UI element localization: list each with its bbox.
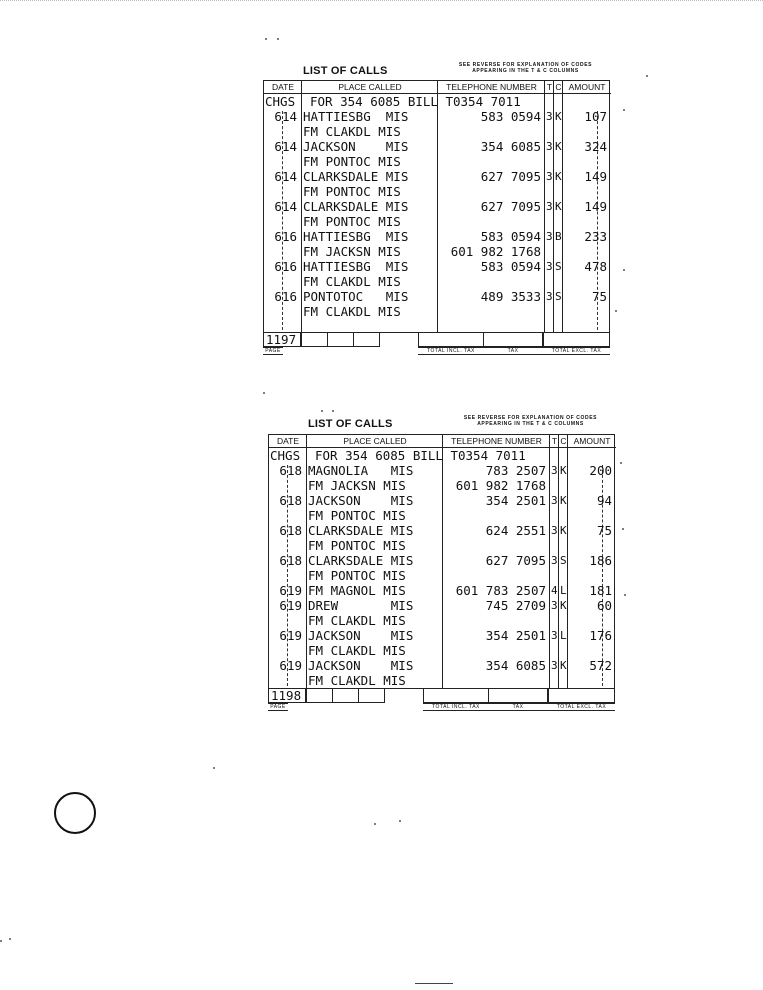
place-called: PONTOTOC MIS (303, 289, 409, 304)
total-excl-tax-label: TOTAL EXCL. TAX (548, 703, 615, 711)
call-row (269, 493, 614, 508)
scan-speck (277, 38, 279, 40)
call-date: 614 (274, 169, 297, 184)
scan-speck (624, 594, 626, 596)
header-c: C (555, 82, 562, 92)
hole-punch-circle (54, 792, 96, 834)
call-amount: 181 (589, 583, 612, 598)
place-called: FM CLAKDL MIS (308, 643, 406, 658)
place-called: FM PONTOC MIS (308, 538, 406, 553)
telephone-number: 489 3533 (480, 289, 541, 304)
scan-speck (332, 410, 334, 412)
call-amount: 233 (584, 229, 607, 244)
page-number-box: 1197 (263, 332, 301, 347)
scan-speck (399, 820, 401, 822)
call-amount: 186 (589, 553, 612, 568)
call-row (269, 568, 614, 583)
charges-line (264, 94, 609, 109)
call-row (269, 628, 614, 643)
code-c: L (560, 629, 567, 642)
header-telephone-number: TELEPHONE NUMBER (438, 81, 545, 94)
bottom-mark (415, 983, 453, 984)
header-t: T (551, 436, 558, 446)
header-amount: AMOUNT (563, 81, 611, 94)
header-place-called: PLACE CALLED (302, 81, 438, 94)
telephone-number: 583 0594 (480, 229, 541, 244)
place-called: FM CLAKDL MIS (303, 274, 401, 289)
header-c: C (560, 436, 567, 446)
place-called: FM CLAKDL MIS (308, 613, 406, 628)
scan-speck (321, 410, 323, 412)
call-amount: 60 (596, 598, 612, 613)
header-telephone-number: TELEPHONE NUMBER (443, 435, 550, 448)
call-date: 614 (274, 199, 297, 214)
call-date: 616 (274, 229, 297, 244)
page-label: PAGE (268, 703, 288, 711)
call-row (264, 244, 609, 259)
place-called: DREW MIS (308, 598, 414, 613)
call-date: 618 (279, 463, 302, 478)
code-t: 3 (551, 524, 558, 537)
call-row (264, 154, 609, 169)
telephone-number: 601 982 1768 (450, 244, 541, 259)
call-amount: 176 (589, 628, 612, 643)
code-t: 3 (551, 494, 558, 507)
telephone-number: 601 982 1768 (455, 478, 546, 493)
call-row (264, 169, 609, 184)
place-called: FM CLAKDL MIS (308, 673, 406, 688)
calls-table (263, 80, 610, 333)
place-called: CLARKSDALE MIS (308, 553, 414, 568)
call-row (269, 553, 614, 568)
scan-speck (623, 109, 625, 111)
codes-note (448, 415, 613, 427)
footer-box (358, 688, 385, 703)
footer-box (353, 332, 380, 347)
codes-note-line: APPEARING IN THE T & C COLUMNS (472, 68, 579, 74)
place-called: JACKSON MIS (308, 493, 414, 508)
place-called: FM PONTOC MIS (303, 184, 401, 199)
code-c: K (560, 599, 567, 612)
scan-speck (623, 269, 625, 271)
code-c: S (560, 554, 567, 567)
charges-label: CHGS (265, 94, 296, 109)
scan-speck (622, 528, 624, 530)
place-called: FM CLAKDL MIS (303, 304, 401, 319)
call-row (264, 214, 609, 229)
header-t: T (546, 82, 553, 92)
place-called: CLARKSDALE MIS (303, 169, 409, 184)
code-c: K (560, 494, 567, 507)
call-amount: 149 (584, 169, 607, 184)
call-row (269, 643, 614, 658)
place-called: MAGNOLIA MIS (308, 463, 414, 478)
footer-box (332, 688, 359, 703)
code-t: 3 (551, 464, 558, 477)
codes-note-line: SEE REVERSE FOR EXPLANATION OF CODES (458, 62, 593, 68)
scan-speck (646, 75, 648, 77)
place-called: FM JACKSN MIS (303, 244, 401, 259)
call-date: 618 (279, 493, 302, 508)
call-amount: 200 (589, 463, 612, 478)
tax-label: TAX (488, 703, 548, 711)
call-row (269, 583, 614, 598)
header-date: DATE (269, 435, 307, 448)
page-number-box: 1198 (268, 688, 306, 703)
call-amount: 324 (584, 139, 607, 154)
call-row (269, 658, 614, 673)
call-date: 616 (274, 289, 297, 304)
footer-box (301, 332, 328, 347)
total-box (488, 688, 548, 703)
place-called: CLARKSDALE MIS (303, 199, 409, 214)
telephone-number: 583 0594 (480, 109, 541, 124)
telephone-number: 627 7095 (485, 553, 546, 568)
total-excl-tax-label: TOTAL EXCL. TAX (543, 347, 610, 355)
code-t: 3 (551, 554, 558, 567)
codes-note (443, 62, 608, 74)
call-amount: 478 (584, 259, 607, 274)
place-called: JACKSON MIS (308, 628, 414, 643)
code-c: K (560, 659, 567, 672)
scan-speck (263, 392, 265, 394)
code-c: K (555, 170, 562, 183)
scan-speck (0, 940, 2, 942)
telephone-number: 583 0594 (480, 259, 541, 274)
call-row (269, 523, 614, 538)
place-called: FM PONTOC MIS (303, 214, 401, 229)
telephone-number: 624 2551 (485, 523, 546, 538)
place-called: FM PONTOC MIS (303, 154, 401, 169)
code-c: K (555, 140, 562, 153)
call-amount: 572 (589, 658, 612, 673)
place-called: FM MAGNOL MIS (308, 583, 406, 598)
header-place-called: PLACE CALLED (307, 435, 443, 448)
call-row (269, 598, 614, 613)
place-called: HATTIESBG MIS (303, 259, 409, 274)
call-row (264, 274, 609, 289)
code-c: K (560, 524, 567, 537)
code-t: 3 (546, 200, 553, 213)
call-date: 619 (279, 598, 302, 613)
call-row (269, 673, 614, 688)
call-row (269, 478, 614, 493)
code-t: 3 (546, 170, 553, 183)
code-c: K (555, 200, 562, 213)
call-date: 619 (279, 583, 302, 598)
slip-footer (263, 332, 610, 354)
scan-speck (374, 823, 376, 825)
page-label: PAGE (263, 347, 283, 355)
code-c: K (555, 110, 562, 123)
header-amount: AMOUNT (568, 435, 616, 448)
slip-title: LIST OF CALLS (308, 418, 393, 430)
place-called: FM PONTOC MIS (308, 508, 406, 523)
scan-speck (620, 462, 622, 464)
call-row (264, 259, 609, 274)
call-row (264, 289, 609, 304)
code-t: 4 (551, 584, 558, 597)
call-date: 619 (279, 628, 302, 643)
code-t: 3 (546, 140, 553, 153)
header-date: DATE (264, 81, 302, 94)
total-box (548, 688, 615, 703)
telephone-number: 354 6085 (485, 658, 546, 673)
place-called: FM PONTOC MIS (308, 568, 406, 583)
total-box (483, 332, 543, 347)
call-row (264, 124, 609, 139)
call-amount: 75 (596, 523, 612, 538)
call-row (269, 613, 614, 628)
call-row (264, 139, 609, 154)
code-c: B (555, 230, 562, 243)
call-row (264, 229, 609, 244)
place-called: FM JACKSN MIS (308, 478, 406, 493)
code-c: K (560, 464, 567, 477)
charges-text: FOR 354 6085 BILL T0354 7011 (315, 448, 526, 463)
code-t: 3 (551, 629, 558, 642)
scan-speck (213, 767, 215, 769)
call-row (269, 463, 614, 478)
place-called: CLARKSDALE MIS (308, 523, 414, 538)
call-amount: 149 (584, 199, 607, 214)
tax-label: TAX (483, 347, 543, 355)
telephone-number: 783 2507 (485, 463, 546, 478)
call-date: 619 (279, 658, 302, 673)
telephone-number: 354 2501 (485, 628, 546, 643)
place-called: HATTIESBG MIS (303, 229, 409, 244)
call-row (264, 199, 609, 214)
code-t: 3 (551, 659, 558, 672)
call-amount: 94 (596, 493, 612, 508)
call-amount: 107 (584, 109, 607, 124)
slip-title: LIST OF CALLS (303, 65, 388, 77)
total-box (423, 688, 489, 703)
code-t: 3 (546, 110, 553, 123)
call-date: 614 (274, 109, 297, 124)
charges-line (269, 448, 614, 463)
telephone-number: 354 6085 (480, 139, 541, 154)
call-amount: 75 (591, 289, 607, 304)
scan-speck (9, 938, 11, 940)
place-called: JACKSON MIS (303, 139, 409, 154)
call-row (264, 304, 609, 319)
telephone-number: 627 7095 (480, 169, 541, 184)
call-date: 618 (279, 523, 302, 538)
page-top-border (0, 0, 763, 4)
telephone-number: 627 7095 (480, 199, 541, 214)
code-t: 3 (546, 290, 553, 303)
code-c: S (555, 260, 562, 273)
calls-table (268, 434, 615, 689)
total-incl-tax-label: TOTAL INCL. TAX (423, 703, 489, 711)
telephone-number: 601 783 2507 (455, 583, 546, 598)
slip-footer (268, 688, 615, 710)
telephone-number: 745 2709 (485, 598, 546, 613)
codes-note-line: APPEARING IN THE T & C COLUMNS (477, 421, 584, 427)
code-t: 3 (546, 230, 553, 243)
code-c: S (555, 290, 562, 303)
call-date: 618 (279, 553, 302, 568)
charges-label: CHGS (270, 448, 301, 463)
code-t: 3 (546, 260, 553, 273)
call-row (264, 184, 609, 199)
call-date: 616 (274, 259, 297, 274)
code-t: 3 (551, 599, 558, 612)
footer-box (306, 688, 333, 703)
scan-speck (615, 310, 617, 312)
telephone-number: 354 2501 (485, 493, 546, 508)
place-called: HATTIESBG MIS (303, 109, 409, 124)
call-row (269, 508, 614, 523)
codes-note-line: SEE REVERSE FOR EXPLANATION OF CODES (463, 415, 598, 421)
scan-speck (265, 38, 267, 40)
place-called: JACKSON MIS (308, 658, 414, 673)
call-row (269, 538, 614, 553)
place-called: FM CLAKDL MIS (303, 124, 401, 139)
call-row (264, 109, 609, 124)
footer-box (327, 332, 354, 347)
code-c: L (560, 584, 567, 597)
total-incl-tax-label: TOTAL INCL. TAX (418, 347, 484, 355)
total-box (543, 332, 610, 347)
total-box (418, 332, 484, 347)
charges-text: FOR 354 6085 BILL T0354 7011 (310, 94, 521, 109)
call-date: 614 (274, 139, 297, 154)
